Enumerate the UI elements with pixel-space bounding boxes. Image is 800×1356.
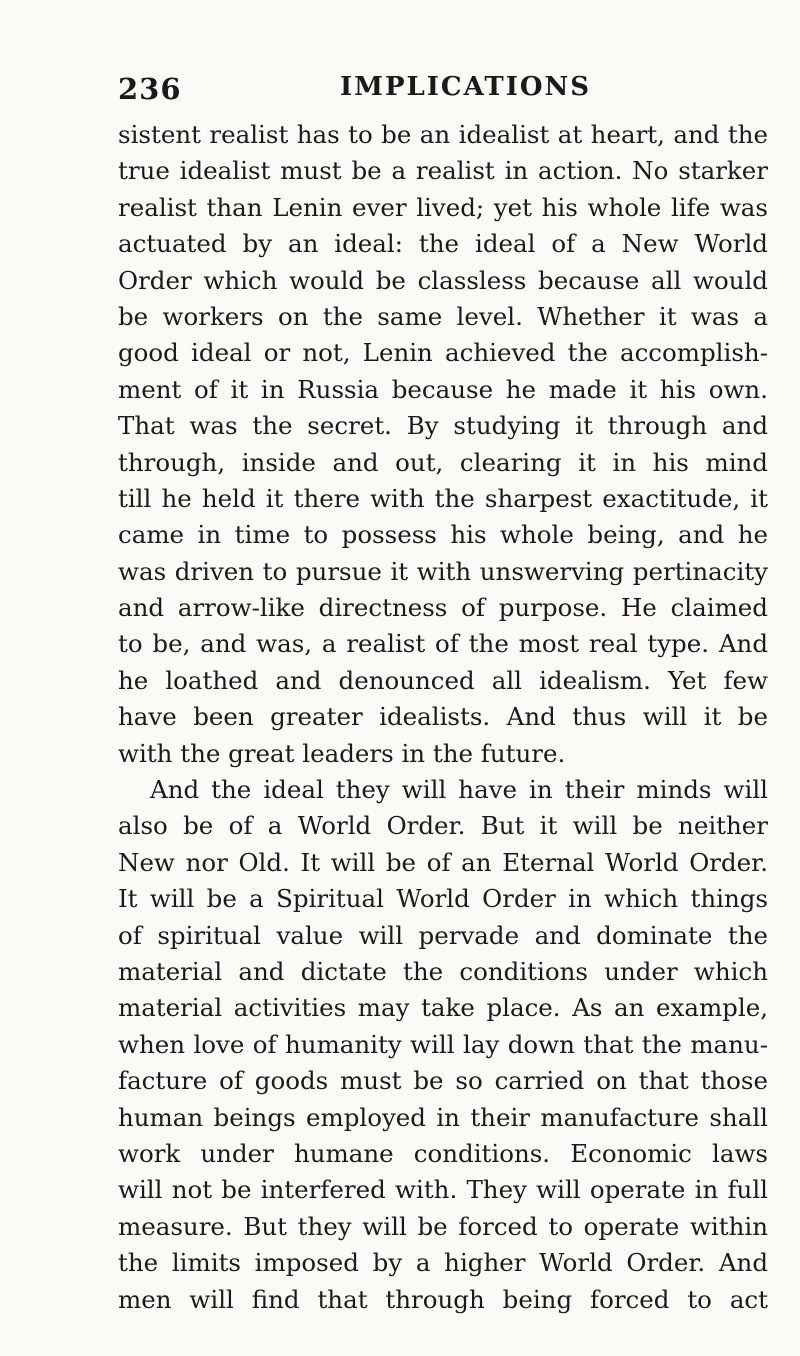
running-head: IMPLICATIONS — [340, 72, 592, 102]
text-line: It will be a Spiritual World Order in which things — [118, 884, 768, 914]
text-line: ment of it in Russia because he made it his own. — [118, 374, 768, 404]
text-line: the limits imposed by a higher World Order. And — [118, 1248, 768, 1278]
text-line: Order which would be classless because all would — [118, 265, 768, 295]
text-line: That was the secret. By studying it through and — [118, 411, 768, 441]
text-line: material and dictate the conditions under which — [118, 956, 768, 986]
text-line: he loathed and denounced all idealism. Yet few — [118, 665, 768, 695]
text-line: human beings employed in their manufacture shall — [118, 1102, 768, 1132]
text-line: will not be interfered with. They will operate in full — [118, 1175, 768, 1205]
text-line: good ideal or not, Lenin achieved the accomplish- — [118, 338, 768, 368]
text-line: and arrow-like directness of purpose. He claimed — [118, 593, 768, 623]
text-line: material activities may take place. As an example, — [118, 993, 768, 1023]
page-header — [118, 72, 718, 112]
text-line: with the great leaders in the future. — [118, 738, 566, 768]
text-line: also be of a World Order. But it will be neither — [118, 811, 768, 841]
text-line: work under humane conditions. Economic laws — [118, 1138, 768, 1168]
text-line: came in time to possess his whole being, and he — [118, 520, 768, 550]
text-line: have been greater idealists. And thus will it be — [118, 702, 768, 732]
text-line: when love of humanity will lay down that the manu- — [118, 1029, 768, 1059]
text-line: actuated by an ideal: the ideal of a New World — [118, 229, 768, 259]
text-line: through, inside and out, clearing it in his mind — [118, 447, 768, 477]
text-line: true idealist must be a realist in action. No starker — [118, 156, 768, 186]
page-number: 236 — [118, 72, 182, 106]
text-line: till he held it there with the sharpest exactitude, it — [118, 483, 768, 513]
text-line: men will find that through being forced to act — [118, 1284, 768, 1314]
paragraph-start-line: And the ideal they will have in their minds will — [150, 775, 768, 805]
text-line: measure. But they will be forced to operate within — [118, 1211, 768, 1241]
text-line: realist than Lenin ever lived; yet his whole life was — [118, 192, 768, 222]
text-line: to be, and was, a realist of the most real type. And — [118, 629, 768, 659]
text-line: of spiritual value will pervade and dominate the — [118, 920, 768, 950]
text-line: facture of goods must be so carried on that those — [118, 1066, 768, 1096]
text-line: was driven to pursue it with unswerving pertinacity — [118, 556, 768, 586]
body-text — [118, 117, 768, 1318]
text-line: sistent realist has to be an idealist at heart, and the — [118, 120, 768, 149]
text-line: New nor Old. It will be of an Eternal World Order. — [118, 847, 768, 877]
text-line: be workers on the same level. Whether it was a — [118, 301, 768, 331]
